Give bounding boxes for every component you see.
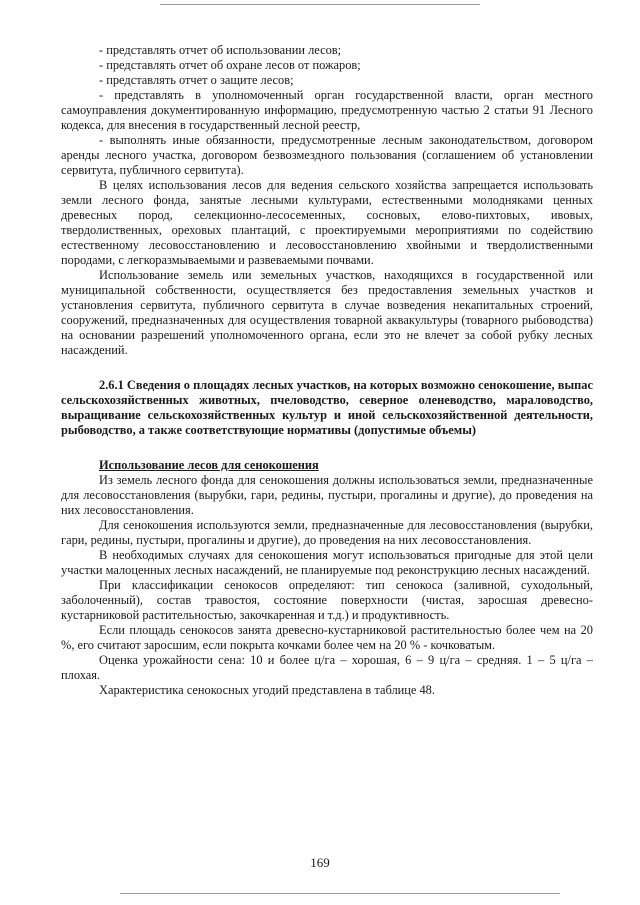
paragraph: Из земель лесного фонда для сенокошения должны использоваться земли, предназначенные для лесовосстановления (вырубки, гари, редины, пустыри, прогалины и другие), до проведения на них лесовосстановления. xyxy=(61,473,593,517)
section-heading: 2.6.1 Сведения о площадях лесных участков, на которых возможно сенокошение, выпас сельскохозяйственных животных, пчеловодство, северное оленеводство, мараловодство, выращивание сельскохозяйственных культур и иной сельскохозяйственной деятельности, рыбоводство, а также соответствующие нормативы (допустимые объемы) xyxy=(61,378,593,437)
paragraph: Характеристика сенокосных угодий представлена в таблице 48. xyxy=(99,683,435,697)
paragraph: Оценка урожайности сена: 10 и более ц/га – хорошая, 6 – 9 ц/га – средняя. 1 – 5 ц/га – плохая. xyxy=(61,653,593,682)
bullet-item: - представлять в уполномоченный орган государственной власти, орган местного самоуправления документированную информацию, предусмотренную частью 2 статьи 91 Лесного кодекса, для внесения в государственный лесной реестр, xyxy=(61,88,593,132)
bullet-item: - представлять отчет о защите лесов; xyxy=(99,73,294,87)
paragraph: Если площадь сенокосов занята древесно-кустарниковой растительностью более чем на 20 %, его считают заросшим, если покрыта кочками более чем на 20 % - кочковатым. xyxy=(61,623,593,652)
scan-edge-bottom xyxy=(120,893,560,894)
paragraph: Для сенокошения используются земли, предназначенные для лесовосстановления (вырубки, гари, редины, пустыри, прогалины и другие), до проведения на них лесовосстановления. xyxy=(61,518,593,547)
paragraph: В целях использования лесов для ведения сельского хозяйства запрещается использовать земли лесного фонда, занятые лесными культурами, естественными молодняками ценных древесных пород, селекционно-лесосеменных, сосновых, елово-пихтовых, ивовых, твердолиственных, ореховых плантаций, с проектируемыми мероприятиями по содействию естественному лесовосстановлению и лесовосстановлению хвойными и твердолиственными породами, с легкоразмываемыми и развеваемыми почвами. xyxy=(61,178,593,267)
paragraph: Использование земель или земельных участков, находящихся в государственной или муниципальной собственности, осуществляется без предоставления земельных участков и установления сервитута, публичного сервитута в случае возведения некапитальных строений, сооружений, предназначенных для осуществления товарной аквакультуры (товарного рыбоводства) на основании разрешений уполномоченного органа, если это не влечет за собой рубку лесных насаждений. xyxy=(61,268,593,357)
paragraph: В необходимых случаях для сенокошения могут использоваться пригодные для этой цели участки малоценных лесных насаждений, не планируемые под реконструкцию лесных насаждений. xyxy=(61,548,593,577)
scan-edge-top xyxy=(160,4,480,5)
subheading: Использование лесов для сенокошения xyxy=(99,458,319,472)
paragraph: При классификации сенокосов определяют: тип сенокоса (заливной, суходольный, заболоченный), состав травостоя, состояние поверхности (чистая, заросшая древесно-кустарниковой растительностью, закочкаренная и т.д.) и продуктивность. xyxy=(61,578,593,622)
bullet-item: - представлять отчет об охране лесов от пожаров; xyxy=(99,58,361,72)
bullet-item: - представлять отчет об использовании лесов; xyxy=(99,43,342,57)
document-page xyxy=(61,43,593,698)
bullet-item: - выполнять иные обязанности, предусмотренные лесным законодательством, договором аренды лесного участка, договором безвозмездного пользования (соглашением об установлении сервитута, публичного сервитута). xyxy=(61,133,593,177)
page-number: 169 xyxy=(310,855,330,870)
